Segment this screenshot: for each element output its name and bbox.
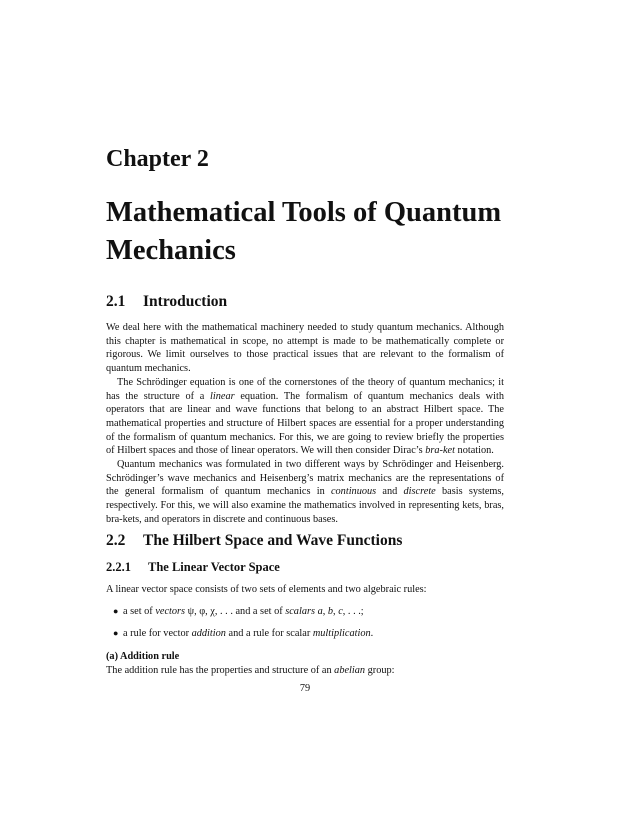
list-item (113, 627, 504, 641)
list-item (113, 605, 504, 619)
chapter-title-line-1: Mathematical Tools of Quantum (106, 197, 502, 228)
section-number: 2.1 (106, 293, 126, 310)
bullet-icon: ● (113, 628, 119, 638)
intro-paragraph-2: The Schrödinger equation is one of the cornerstones of the theory of quantum mechanics; it has the structure of a linear equation. The formalism of quantum mechanics deals with operators that are linear and wave functions that belong to an abstract Hilbert space. The mathematical properties and structure of Hilbert spaces are essential for a proper understanding of the formalism of quantum mechanics. For this, we are going to review briefly the properties of Hilbert spaces and those of linear operators. We will then consider Dirac’s bra-ket notation. (106, 376, 504, 457)
subsection-title: The Linear Vector Space (148, 560, 280, 574)
book-page (106, 0, 504, 826)
addition-rule-text: The addition rule has the properties and structure of an abelian group: (106, 665, 395, 676)
list-item-text: a rule for vector addition and a rule for scalar multiplication. (123, 628, 374, 639)
section-heading-hilbert-space (106, 532, 402, 550)
subsection-heading-linear-vector-space (106, 560, 280, 575)
list-item-text: a set of vectors ψ, φ, χ, . . . and a set of scalars a, b, c, . . .; (123, 606, 364, 617)
linear-vector-space-lead: A linear vector space consists of two sets of elements and two algebraic rules: (106, 584, 427, 595)
section-title: Introduction (143, 293, 228, 310)
bullet-icon: ● (113, 606, 119, 616)
chapter-title (106, 194, 501, 270)
section-title: The Hilbert Space and Wave Functions (143, 532, 403, 549)
page-number: 79 (299, 683, 311, 694)
section-number: 2.2 (106, 532, 126, 549)
introduction-body (106, 321, 504, 527)
chapter-title-line-2: Mechanics (106, 235, 236, 266)
intro-paragraph-1: We deal here with the mathematical machinery needed to study quantum mechanics. Although this chapter is mathematical in scope, no attempt is made to be mathematically complete or rigorous. We limit ourselves to those practical issues that are relevant to the formalism of quantum mechanics. (106, 322, 504, 375)
section-heading-introduction (106, 293, 227, 311)
subsection-number: 2.2.1 (106, 560, 131, 574)
addition-rule-heading: (a) Addition rule (106, 651, 180, 662)
intro-paragraph-3: Quantum mechanics was formulated in two different ways by Schrödinger and Heisenberg. Schrödinger’s wave mechanics and Heisenberg’s matrix mechanics are the representations of the general formalism of quantum mechanics in continuous and discrete basis systems, respectively. For this, we will also examine the mathematics involved in representing kets, bras, bra-kets, and operators in discrete and continuous bases. (106, 459, 505, 525)
chapter-label: Chapter 2 (106, 146, 209, 172)
